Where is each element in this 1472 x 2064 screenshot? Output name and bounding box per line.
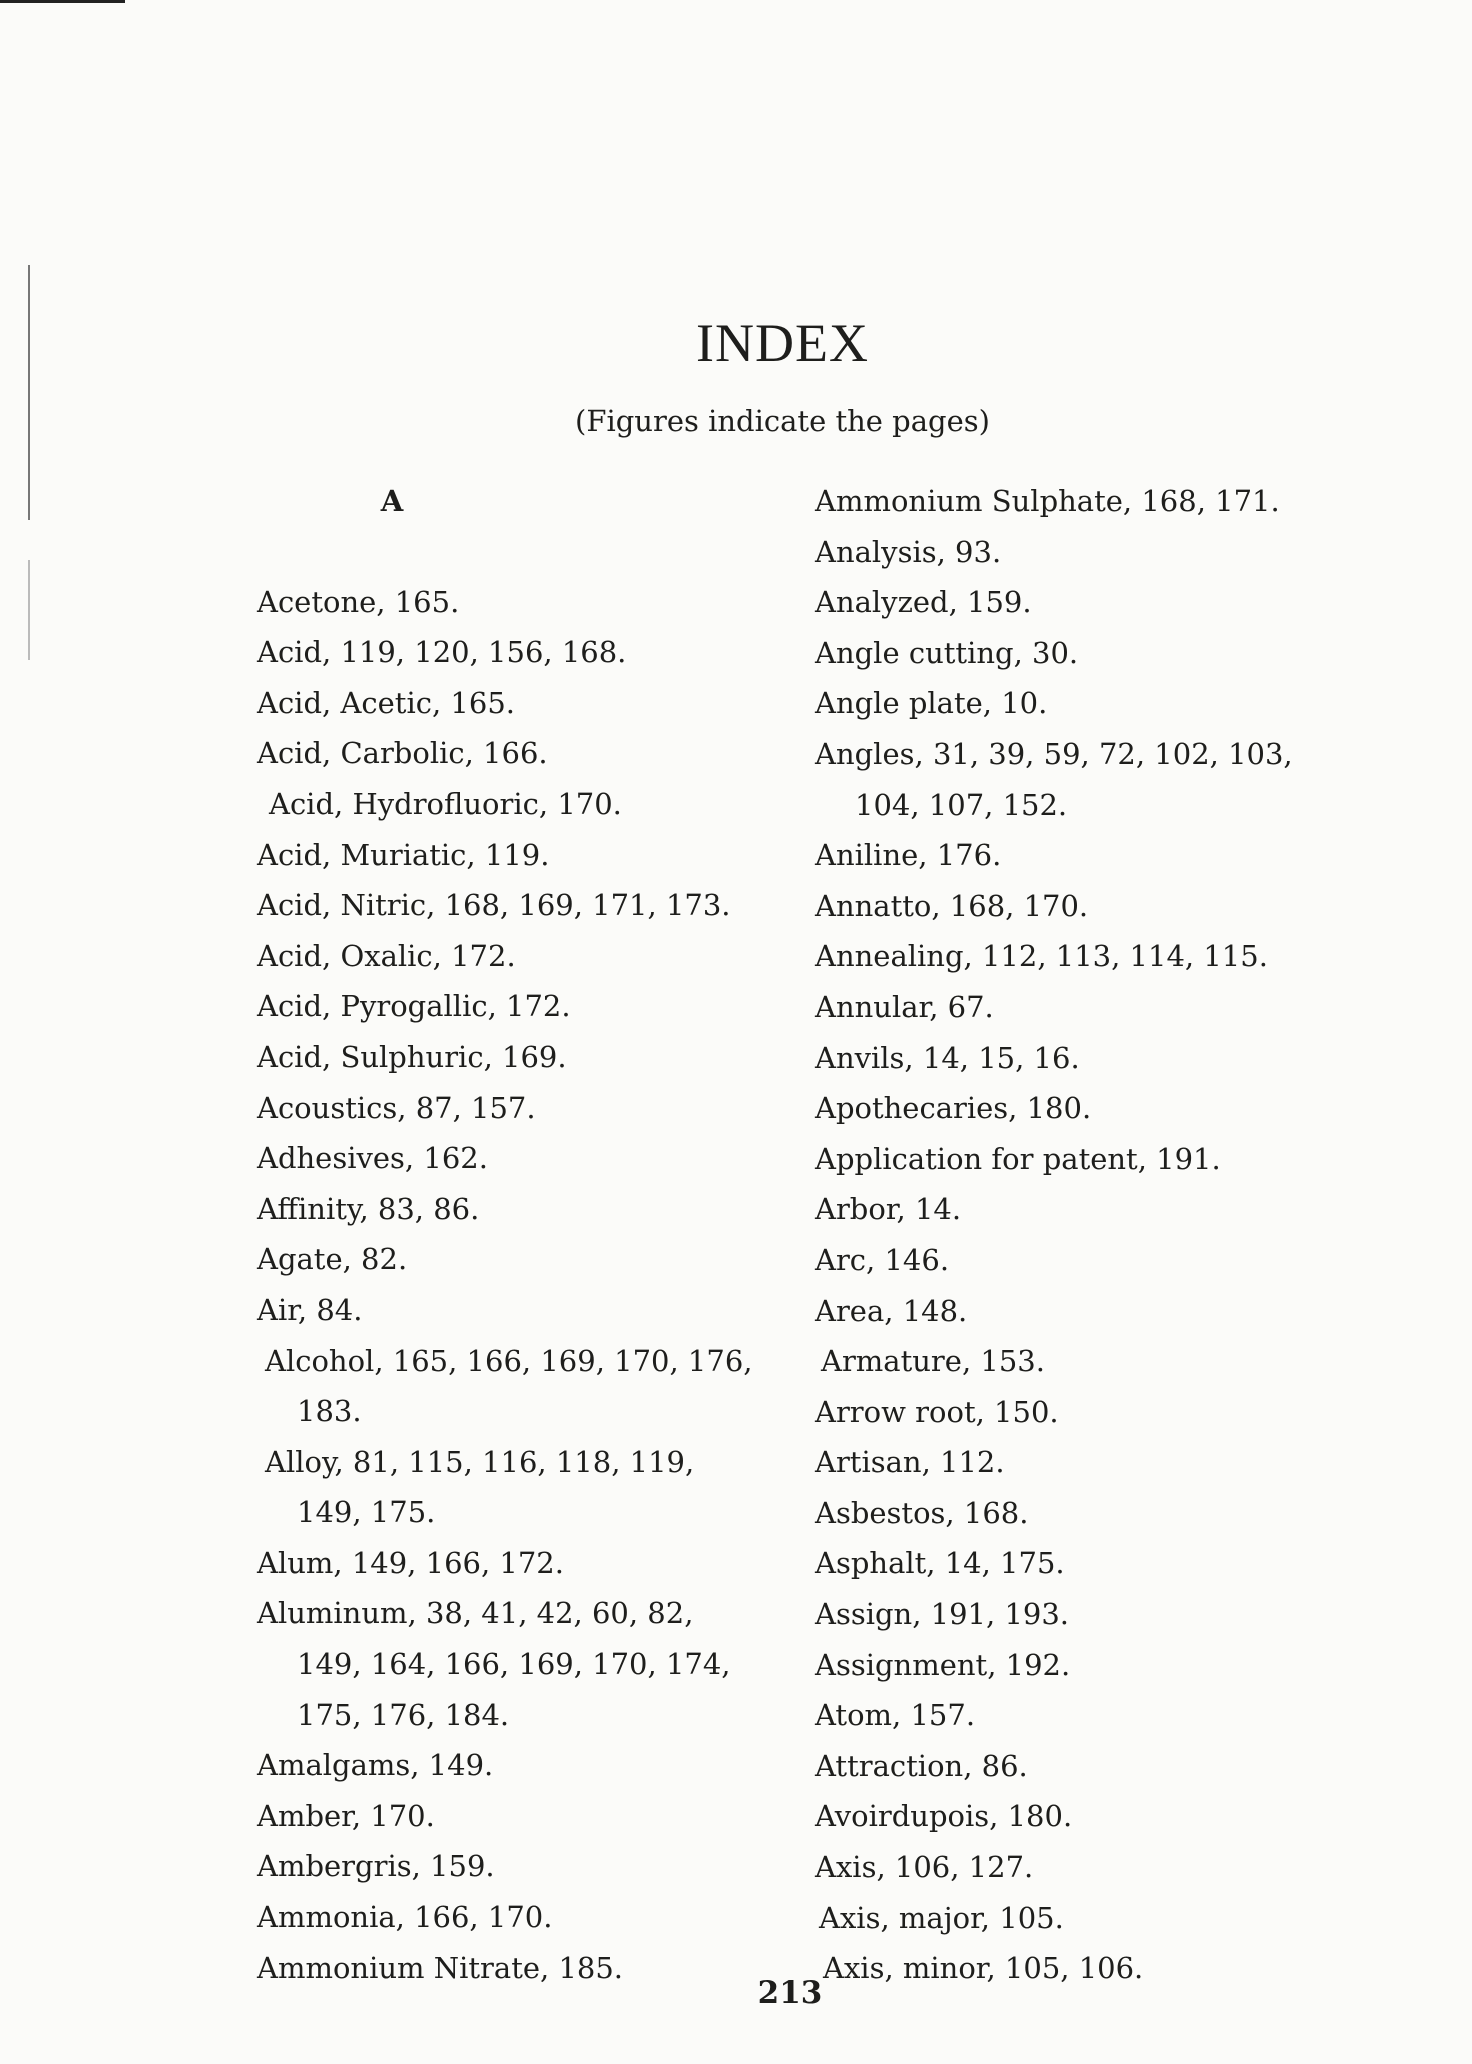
index-entry: Amber, 170.	[257, 1798, 435, 1833]
margin-line	[28, 265, 30, 520]
index-entry: Apothecaries, 180.	[815, 1091, 1092, 1126]
index-entry: Acid, Sulphuric, 169.	[257, 1039, 567, 1074]
index-entry: Axis, 106, 127.	[815, 1850, 1034, 1885]
index-entry: Avoirdupois, 180.	[815, 1799, 1073, 1834]
index-entry: Angle plate, 10.	[815, 686, 1048, 721]
index-entry: Artisan, 112.	[815, 1445, 1005, 1480]
index-entry: Angle cutting, 30.	[815, 635, 1079, 670]
index-entry: Ambergris, 159.	[257, 1849, 495, 1884]
index-entry: Asphalt, 14, 175.	[815, 1546, 1065, 1581]
index-entry: Acid, Muriatic, 119.	[257, 837, 550, 872]
index-entry: Affinity, 83, 86.	[257, 1191, 480, 1226]
index-entry-continuation: 175, 176, 184.	[297, 1697, 510, 1732]
index-entry: Arbor, 14.	[815, 1192, 962, 1227]
index-entry: Aniline, 176.	[815, 838, 1002, 873]
index-entry: Ammonium Nitrate, 185.	[257, 1950, 624, 1985]
index-entry: Air, 84.	[257, 1292, 363, 1327]
index-entry: Agate, 82.	[257, 1242, 408, 1277]
index-entry: Annatto, 168, 170.	[815, 888, 1089, 923]
index-entry: Acid, Pyrogallic, 172.	[257, 989, 571, 1024]
index-entry: Annular, 67.	[815, 989, 994, 1024]
index-entry: Acoustics, 87, 157.	[257, 1090, 536, 1125]
index-entry: Ammonium Sulphate, 168, 171.	[815, 484, 1280, 518]
index-entry: Acid, Oxalic, 172.	[257, 938, 516, 973]
index-entry: Acid, Carbolic, 166.	[257, 736, 548, 771]
page-title: INDEX	[696, 313, 869, 373]
index-entry: Annealing, 112, 113, 114, 115.	[815, 939, 1268, 974]
index-entry: Analyzed, 159.	[815, 585, 1032, 620]
index-entry-continuation: 183.	[297, 1394, 362, 1429]
index-entry: Assignment, 192.	[815, 1647, 1071, 1682]
index-entry: Anvils, 14, 15, 16.	[815, 1040, 1080, 1075]
index-entry: Ammonia, 166, 170.	[257, 1900, 553, 1935]
index-entry: Asbestos, 168.	[815, 1495, 1029, 1530]
page-number: 213	[757, 1975, 823, 2011]
index-column-right	[815, 476, 1375, 1994]
index-entry: Acetone, 165.	[257, 584, 460, 619]
index-entry: Acid, Nitric, 168, 169, 171, 173.	[257, 888, 731, 923]
index-entry: Acid, Hydrofluoric, 170.	[269, 786, 622, 821]
index-entry: Application for patent, 191.	[815, 1141, 1221, 1176]
index-entry: Alum, 149, 166, 172.	[257, 1545, 564, 1580]
index-entry: Adhesives, 162.	[257, 1141, 488, 1176]
top-rule	[0, 0, 125, 3]
index-entry-continuation: 104, 107, 152.	[855, 787, 1068, 822]
margin-line	[28, 560, 30, 660]
index-entry: Attraction, 86.	[815, 1748, 1028, 1783]
index-entry: Analysis, 93.	[815, 534, 1002, 569]
section-letter: A	[380, 484, 404, 518]
index-entry: Acid, 119, 120, 156, 168.	[257, 635, 627, 670]
index-entry: Axis, minor, 105, 106.	[823, 1951, 1144, 1986]
index-entry: Angles, 31, 39, 59, 72, 102, 103,	[815, 736, 1293, 771]
index-entry: Assign, 191, 193.	[815, 1597, 1070, 1632]
index-entry: Arrow root, 150.	[815, 1394, 1059, 1429]
index-column-left	[257, 476, 787, 1993]
index-entry: Acid, Acetic, 165.	[257, 685, 515, 720]
index-entry: Alcohol, 165, 166, 169, 170, 176,	[265, 1343, 753, 1378]
index-entry: Area, 148.	[815, 1293, 968, 1328]
index-entry-continuation: 149, 164, 166, 169, 170, 174,	[297, 1647, 731, 1682]
index-entry: Alloy, 81, 115, 116, 118, 119,	[265, 1444, 695, 1479]
index-entry: Aluminum, 38, 41, 42, 60, 82,	[257, 1596, 694, 1631]
index-entry: Armature, 153.	[821, 1344, 1045, 1379]
page-subtitle: (Figures indicate the pages)	[575, 404, 990, 438]
index-entry: Arc, 146.	[815, 1242, 950, 1277]
index-entry: Atom, 157.	[815, 1698, 976, 1733]
index-entry: Amalgams, 149.	[257, 1748, 494, 1783]
index-entry: Axis, major, 105.	[819, 1900, 1064, 1935]
index-entry-continuation: 149, 175.	[297, 1495, 436, 1530]
